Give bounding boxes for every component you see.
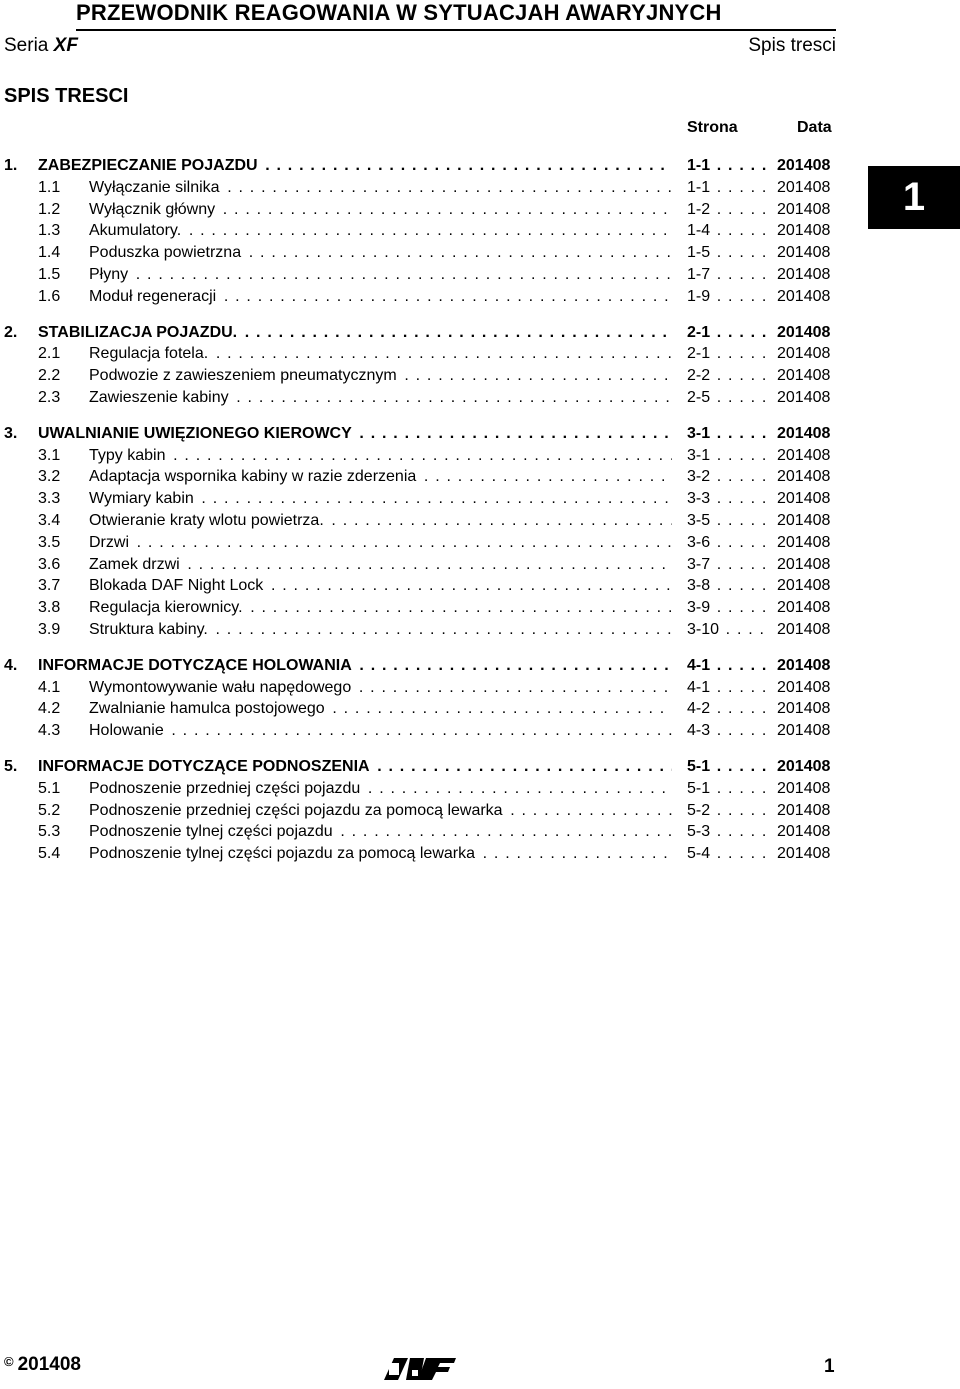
toc-page: 3-5 xyxy=(687,511,711,529)
toc-number: 3.7 xyxy=(38,577,61,595)
toc-group xyxy=(0,756,960,865)
toc-page-cell xyxy=(687,286,769,308)
toc-chapter-row[interactable] xyxy=(0,155,960,177)
toc-page-cell xyxy=(687,800,769,822)
toc-date: 201408 xyxy=(777,200,831,218)
toc-page: 2-5 xyxy=(687,388,711,406)
edition-date: 201408 xyxy=(17,1354,81,1375)
toc-page-cell xyxy=(687,843,769,865)
toc-label: Blokada DAF Night Lock xyxy=(89,577,264,595)
toc-page-cell xyxy=(687,343,769,365)
toc-date: 201408 xyxy=(777,722,831,740)
toc-item-row[interactable] xyxy=(0,554,960,576)
toc-leader xyxy=(89,677,672,699)
toc-item-row[interactable] xyxy=(0,510,960,532)
toc-date: 201408 xyxy=(777,468,831,486)
series-model: XF xyxy=(53,35,78,56)
toc-item-row[interactable] xyxy=(0,466,960,488)
toc-leader xyxy=(38,423,672,445)
toc-label: Zamek drzwi xyxy=(89,555,180,573)
toc-number: 3.4 xyxy=(38,511,61,529)
toc-page: 4-1 xyxy=(687,656,711,674)
toc-leader xyxy=(89,177,672,199)
toc-item-row[interactable] xyxy=(0,343,960,365)
toc-label: Podnoszenie przedniej części pojazdu za pomocą lewarka xyxy=(89,801,503,819)
page-number: 1 xyxy=(824,1356,835,1377)
toc-label: Podnoszenie tylnej części pojazdu za pomocą lewarka xyxy=(89,845,475,863)
toc-page: 1-9 xyxy=(687,287,711,305)
toc-label: Podwozie z zawieszeniem pneumatycznym xyxy=(89,367,397,385)
toc-leader xyxy=(89,466,672,488)
toc-date: 201408 xyxy=(777,678,831,696)
toc-leader xyxy=(89,532,672,554)
toc-page-cell xyxy=(687,698,769,720)
toc-page: 1-4 xyxy=(687,222,711,240)
toc-chapter-row[interactable] xyxy=(0,322,960,344)
toc-leader xyxy=(38,322,672,344)
toc-leader xyxy=(89,619,672,641)
toc-page-cell xyxy=(687,199,769,221)
toc-page-cell xyxy=(687,177,769,199)
toc-page: 4-3 xyxy=(687,722,711,740)
toc-number: 3.3 xyxy=(38,490,61,508)
toc-page-cell xyxy=(687,242,769,264)
toc-label: Moduł regeneracji xyxy=(89,287,217,305)
toc-leader xyxy=(89,800,672,822)
toc-item-row[interactable] xyxy=(0,575,960,597)
toc-page-cell xyxy=(687,554,769,576)
toc-number: 5.4 xyxy=(38,845,61,863)
toc-leader xyxy=(38,756,672,778)
toc-leader xyxy=(89,720,672,742)
toc-chapter-row[interactable] xyxy=(0,423,960,445)
toc-page-cell xyxy=(687,655,769,677)
toc-date: 201408 xyxy=(777,287,831,305)
toc-number: 3.1 xyxy=(38,446,61,464)
toc-item-row[interactable] xyxy=(0,242,960,264)
toc-page-cell xyxy=(687,720,769,742)
toc-label: INFORMACJE DOTYCZĄCE PODNOSZENIA xyxy=(38,757,370,775)
toc-label: Otwieranie kraty wlotu powietrza. xyxy=(89,511,324,529)
toc-label: Zwalnianie hamulca postojowego xyxy=(89,700,325,718)
toc-number: 2.3 xyxy=(38,388,61,406)
toc-page-cell xyxy=(687,387,769,409)
footer-edition xyxy=(4,1354,81,1376)
toc-leader xyxy=(89,365,672,387)
toc-chapter-row[interactable] xyxy=(0,655,960,677)
toc-number: 5. xyxy=(4,757,18,775)
toc-number: 4. xyxy=(4,656,18,674)
toc-label: Podnoszenie tylnej części pojazdu xyxy=(89,823,333,841)
toc-label: Wymiary kabin xyxy=(89,490,194,508)
toc-date: 201408 xyxy=(777,779,831,797)
toc-page-cell xyxy=(687,365,769,387)
toc-leader xyxy=(89,510,672,532)
toc-item-row[interactable] xyxy=(0,698,960,720)
date-column-header: Data xyxy=(797,119,832,136)
toc-label: Wymontowywanie wału napędowego xyxy=(89,678,352,696)
toc-page-cell xyxy=(687,488,769,510)
series-prefix: Seria xyxy=(4,35,49,56)
toc-page: 5-4 xyxy=(687,845,711,863)
toc-leader xyxy=(89,821,672,843)
toc-item-row[interactable] xyxy=(0,445,960,467)
toc-item-row[interactable] xyxy=(0,677,960,699)
toc-label: Regulacja fotela. xyxy=(89,345,209,363)
toc-leader xyxy=(89,843,672,865)
toc-item-row[interactable] xyxy=(0,720,960,742)
series-label xyxy=(4,35,78,57)
toc-page-cell xyxy=(687,510,769,532)
toc-leader xyxy=(89,387,672,409)
toc-number: 1.5 xyxy=(38,265,61,283)
toc-chapter-row[interactable] xyxy=(0,756,960,778)
chapter-tab: 1 xyxy=(868,166,960,229)
toc-page-cell xyxy=(687,778,769,800)
toc-page: 5-1 xyxy=(687,779,711,797)
toc-leader xyxy=(89,778,672,800)
toc-leader xyxy=(89,597,672,619)
toc-group xyxy=(0,423,960,641)
toc-label: Poduszka powietrzna xyxy=(89,244,242,262)
toc-label: Drzwi xyxy=(89,533,129,551)
toc-date: 201408 xyxy=(777,533,831,551)
toc-label: INFORMACJE DOTYCZĄCE HOLOWANIA xyxy=(38,656,352,674)
toc-leader xyxy=(38,155,672,177)
toc-leader xyxy=(89,343,672,365)
toc-label: Akumulatory. xyxy=(89,222,182,240)
toc-number: 1. xyxy=(4,157,18,174)
toc-page: 5-3 xyxy=(687,823,711,841)
toc-date: 201408 xyxy=(777,599,831,617)
toc-date: 201408 xyxy=(777,845,831,863)
toc-page: 1-1 xyxy=(687,157,711,174)
toc-item-row[interactable] xyxy=(0,532,960,554)
toc-item-row[interactable] xyxy=(0,619,960,641)
toc-item-row[interactable] xyxy=(0,264,960,286)
toc-date: 201408 xyxy=(777,323,831,341)
toc-leader xyxy=(89,220,672,242)
toc-number: 5.3 xyxy=(38,823,61,841)
copyright-symbol: © xyxy=(4,1354,14,1369)
toc-page-cell xyxy=(687,756,769,778)
toc-number: 1.4 xyxy=(38,244,61,262)
toc-number: 3.2 xyxy=(38,468,61,486)
page-column-header: Strona xyxy=(687,119,738,136)
toc-number: 1.2 xyxy=(38,200,61,218)
toc-number: 3.8 xyxy=(38,599,61,617)
toc-page: 3-7 xyxy=(687,555,711,573)
toc-item-row[interactable] xyxy=(0,286,960,308)
toc-item-row[interactable] xyxy=(0,778,960,800)
toc-item-row[interactable] xyxy=(0,387,960,409)
toc-leader xyxy=(89,445,672,467)
toc-page: 3-6 xyxy=(687,533,711,551)
toc-item-row[interactable] xyxy=(0,177,960,199)
daf-logo xyxy=(380,1356,460,1387)
toc-date: 201408 xyxy=(777,157,831,174)
toc-page: 1-7 xyxy=(687,265,711,283)
toc-page-cell xyxy=(687,155,769,177)
toc-number: 1.6 xyxy=(38,287,61,305)
toc-page-cell xyxy=(687,322,769,344)
toc-number: 5.2 xyxy=(38,801,61,819)
toc-label: Wyłączanie silnika xyxy=(89,178,220,196)
toc-number: 1.1 xyxy=(38,178,61,196)
toc-number: 2.1 xyxy=(38,345,61,363)
toc-label: Podnoszenie przedniej części pojazdu xyxy=(89,779,361,797)
toc-label: Wyłącznik główny xyxy=(89,200,216,218)
toc-page: 1-1 xyxy=(687,178,711,196)
toc-date: 201408 xyxy=(777,345,831,363)
toc-leader xyxy=(38,655,672,677)
toc-page-cell xyxy=(687,220,769,242)
toc-leader xyxy=(89,488,672,510)
toc-date: 201408 xyxy=(777,446,831,464)
toc-page: 3-3 xyxy=(687,490,711,508)
toc-date: 201408 xyxy=(777,490,831,508)
toc-number: 3. xyxy=(4,424,18,442)
toc-page-cell xyxy=(687,619,769,641)
toc-page-cell xyxy=(687,575,769,597)
toc-page: 5-2 xyxy=(687,801,711,819)
toc-group xyxy=(0,322,960,409)
toc-page: 3-1 xyxy=(687,424,711,442)
toc-label: Holowanie xyxy=(89,722,164,740)
toc-page: 5-1 xyxy=(687,757,711,775)
toc-number: 2. xyxy=(4,323,18,341)
toc-label: Zawieszenie kabiny xyxy=(89,388,229,406)
toc-page: 1-2 xyxy=(687,200,711,218)
toc-item-row[interactable] xyxy=(0,220,960,242)
toc-date: 201408 xyxy=(777,424,831,442)
toc-label: Regulacja kierownicy. xyxy=(89,599,243,617)
toc-item-row[interactable] xyxy=(0,488,960,510)
toc-label: Typy kabin xyxy=(89,446,166,464)
toc-page: 3-9 xyxy=(687,599,711,617)
toc-page: 2-1 xyxy=(687,345,711,363)
toc-page: 3-8 xyxy=(687,577,711,595)
toc-label: Płyny xyxy=(89,265,129,283)
toc-page: 2-1 xyxy=(687,323,711,341)
table-of-contents xyxy=(0,155,960,879)
toc-number: 1.3 xyxy=(38,222,61,240)
toc-page: 3-2 xyxy=(687,468,711,486)
toc-date: 201408 xyxy=(777,367,831,385)
toc-label: ZABEZPIECZANIE POJAZDU xyxy=(38,157,258,174)
toc-date: 201408 xyxy=(777,757,831,775)
toc-date: 201408 xyxy=(777,388,831,406)
toc-number: 3.9 xyxy=(38,620,61,638)
toc-number: 5.1 xyxy=(38,779,61,797)
toc-date: 201408 xyxy=(777,265,831,283)
toc-item-row[interactable] xyxy=(0,821,960,843)
toc-page-cell xyxy=(687,677,769,699)
toc-page-cell xyxy=(687,466,769,488)
toc-item-row[interactable] xyxy=(0,843,960,865)
toc-date: 201408 xyxy=(777,620,831,638)
toc-heading: SPIS TRESCI xyxy=(4,85,129,107)
toc-group xyxy=(0,655,960,742)
toc-number: 3.6 xyxy=(38,555,61,573)
toc-date: 201408 xyxy=(777,700,831,718)
toc-date: 201408 xyxy=(777,823,831,841)
toc-page: 1-5 xyxy=(687,244,711,262)
toc-date: 201408 xyxy=(777,222,831,240)
toc-item-row[interactable] xyxy=(0,365,960,387)
toc-page-cell xyxy=(687,532,769,554)
toc-page-cell xyxy=(687,264,769,286)
toc-page-cell xyxy=(687,445,769,467)
toc-item-row[interactable] xyxy=(0,800,960,822)
toc-group xyxy=(0,155,960,308)
toc-date: 201408 xyxy=(777,244,831,262)
toc-item-row[interactable] xyxy=(0,199,960,221)
toc-leader xyxy=(89,575,672,597)
toc-page: 3-1 xyxy=(687,446,711,464)
toc-date: 201408 xyxy=(777,656,831,674)
header-rule xyxy=(76,29,836,31)
toc-date: 201408 xyxy=(777,511,831,529)
toc-item-row[interactable] xyxy=(0,597,960,619)
toc-page-cell xyxy=(687,423,769,445)
toc-date: 201408 xyxy=(777,801,831,819)
toc-page: 3-10 xyxy=(687,620,720,638)
toc-date: 201408 xyxy=(777,555,831,573)
toc-leader xyxy=(89,554,672,576)
toc-number: 4.1 xyxy=(38,678,61,696)
toc-label: UWALNIANIE UWIĘZIONEGO KIEROWCY xyxy=(38,424,352,442)
toc-leader xyxy=(89,698,672,720)
section-name: Spis tresci xyxy=(748,35,836,56)
toc-number: 4.3 xyxy=(38,722,61,740)
toc-leader xyxy=(89,264,672,286)
toc-page: 4-2 xyxy=(687,700,711,718)
toc-date: 201408 xyxy=(777,178,831,196)
toc-label: Adaptacja wspornika kabiny w razie zderzenia xyxy=(89,468,417,486)
toc-page-cell xyxy=(687,597,769,619)
toc-number: 2.2 xyxy=(38,367,61,385)
toc-number: 4.2 xyxy=(38,700,61,718)
toc-page: 2-2 xyxy=(687,367,711,385)
toc-page: 4-1 xyxy=(687,678,711,696)
toc-page-cell xyxy=(687,821,769,843)
toc-number: 3.5 xyxy=(38,533,61,551)
toc-leader xyxy=(89,286,672,308)
toc-leader xyxy=(89,199,672,221)
toc-label: Struktura kabiny. xyxy=(89,620,208,638)
toc-label: STABILIZACJA POJAZDU. xyxy=(38,323,238,341)
document-title: PRZEWODNIK REAGOWANIA W SYTUACJAH AWARYJNYCH xyxy=(76,0,722,25)
toc-leader xyxy=(89,242,672,264)
toc-date: 201408 xyxy=(777,577,831,595)
